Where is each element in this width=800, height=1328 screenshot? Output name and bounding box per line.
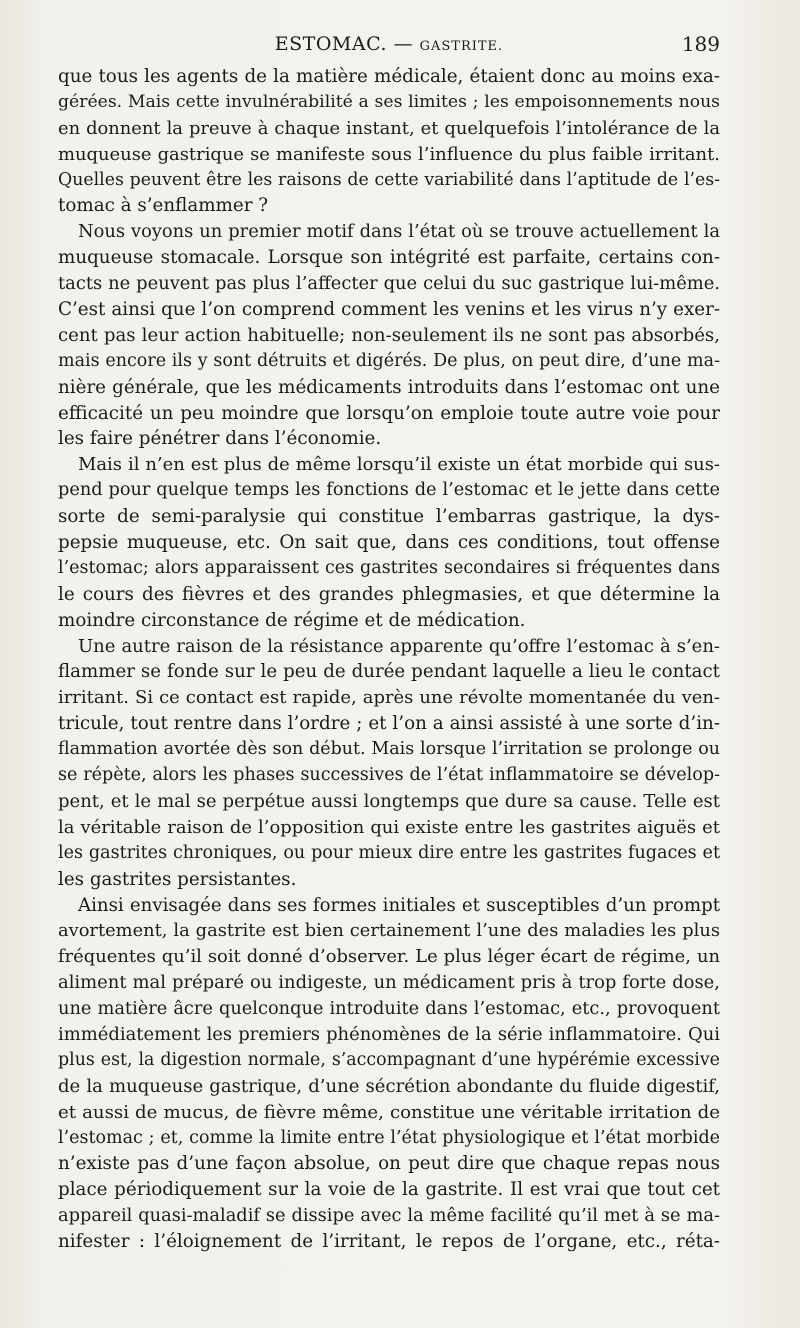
title-separator: — — [393, 33, 414, 55]
paragraph — [58, 452, 720, 633]
page-header — [58, 30, 720, 58]
text-line: appareil quasi-maladif se dissipe avec la même facilité qu’il met à se ma- — [58, 1205, 720, 1227]
text-line: que tous les agents de la matière médicale, étaient donc au moins exa- — [58, 66, 720, 87]
paragraph — [58, 219, 720, 452]
text-line: mais encore ils y sont détruits et digérés. De plus, on peut dire, d’une ma- — [58, 350, 720, 371]
text-line: les faire pénétrer dans l’économie. — [58, 428, 382, 450]
text-line: muqueuse stomacale. Lorsque son intégrité est parfaite, certains con- — [58, 247, 720, 269]
text-line: la véritable raison de l’opposition qui existe entre les gastrites aiguës et — [58, 816, 720, 838]
body-text — [58, 64, 720, 1255]
paragraph — [58, 64, 720, 219]
text-line: pend pour quelque temps les fonctions de l’estomac et le jette dans cette — [58, 480, 720, 501]
running-head — [58, 30, 720, 61]
paragraph — [58, 634, 720, 893]
text-line: aliment mal préparé ou indigeste, un médicament pris à trop forte dose, — [58, 972, 720, 994]
text-line: irritant. Si ce contact est rapide, après une révolte momentanée du ven- — [58, 687, 720, 709]
text-line: une matière âcre quelconque introduite dans l’estomac, etc., provoquent — [58, 998, 720, 1020]
text-line: immédiatement les premiers phénomènes de la série inflammatoire. Qui — [58, 1023, 720, 1045]
text-line: pent, et le mal se perpétue aussi longtemps que dure sa cause. Telle est — [58, 790, 720, 812]
text-line: efficacité un peu moindre que lorsqu’on emploie toute autre voie pour — [58, 402, 720, 424]
page-number: 189 — [681, 32, 720, 56]
text-line: en donnent la preuve à chaque instant, et quelquefois l’intolérance de la — [58, 117, 720, 139]
chapter-title: ESTOMAC. — [274, 33, 388, 55]
text-line: nifester : l’éloignement de l’irritant, le repos de l’organe, etc., réta- — [58, 1231, 720, 1253]
text-line: nière générale, que les médicaments introduits dans l’estomac ont une — [58, 376, 720, 398]
text-line: les gastrites chroniques, ou pour mieux dire entre les gastrites fugaces et — [58, 842, 720, 863]
text-line: fréquentes qu’il soit donné d’observer. Le plus léger écart de régime, un — [58, 946, 720, 968]
text-line: flammer se fonde sur le peu de durée pendant laquelle a lieu le contact — [58, 661, 720, 683]
text-line: gérées. Mais cette invulnérabilité a ses limites ; les empoisonnements nous — [58, 91, 720, 112]
text-line: n’existe pas d’une façon absolue, on peut dire que chaque repas nous — [58, 1153, 720, 1175]
text-line: Mais il n’en est plus de même lorsqu’il existe un état morbide qui sus- — [78, 454, 720, 476]
section-title: GASTRITE. — [419, 39, 504, 54]
text-line: se répète, alors les phases successives de l’état inflammatoire se dévelop- — [58, 765, 720, 786]
text-line: place périodiquement sur la voie de la gastrite. Il est vrai que tout cet — [58, 1179, 720, 1201]
text-line: plus est, la digestion normale, s’accompagnant d’une hypérémie excessive — [58, 1049, 720, 1070]
text-line: le cours des fièvres et des grandes phlegmasies, et que détermine la — [58, 583, 720, 605]
text-line: de la muqueuse gastrique, d’une sécrétion abondante du fluide digestif, — [58, 1075, 720, 1097]
paragraph — [58, 893, 720, 1255]
text-line: l’estomac ; et, comme la limite entre l’état physiologique et l’état morbide — [58, 1127, 720, 1148]
text-line: tacts ne peuvent pas plus l’affecter que celui du suc gastrique lui-même. — [58, 273, 720, 295]
text-line: et aussi de mucus, de fièvre même, constitue une véritable irritation de — [58, 1101, 720, 1123]
text-line: Quelles peuvent être les raisons de cette variabilité dans l’aptitude de l’es- — [58, 169, 720, 190]
text-line: flammation avortée dès son début. Mais lorsque l’irritation se prolonge ou — [58, 739, 720, 760]
text-line: Une autre raison de la résistance apparente qu’offre l’estomac à s’en- — [78, 635, 720, 657]
text-line: l’estomac; alors apparaissent ces gastrites secondaires si fréquentes dans — [58, 557, 720, 578]
text-line: Ainsi envisagée dans ses formes initiales et susceptibles d’un prompt — [78, 894, 720, 916]
text-line: cent pas leur action habituelle; non-seulement ils ne sont pas absorbés, — [58, 324, 720, 346]
text-line: pepsie muqueuse, etc. On sait que, dans ces conditions, tout offense — [58, 532, 720, 554]
text-line: sorte de semi-paralysie qui constitue l’embarras gastrique, la dys- — [58, 506, 720, 528]
text-line: avortement, la gastrite est bien certainement l’une des maladies les plus — [58, 920, 720, 942]
text-line: tricule, tout rentre dans l’ordre ; et l’on a ainsi assisté à une sorte d’in- — [58, 713, 720, 735]
text-line: Nous voyons un premier motif dans l’état où se trouve actuellement la — [78, 221, 720, 243]
text-line: les gastrites persistantes. — [58, 868, 297, 890]
text-line: muqueuse gastrique se manifeste sous l’influence du plus faible irritant. — [58, 143, 720, 165]
text-line: tomac à s’enflammer ? — [58, 195, 269, 217]
text-line: moindre circonstance de régime et de médication. — [58, 609, 526, 631]
text-line: C’est ainsi que l’on comprend comment les venins et les virus n’y exer- — [58, 299, 720, 321]
